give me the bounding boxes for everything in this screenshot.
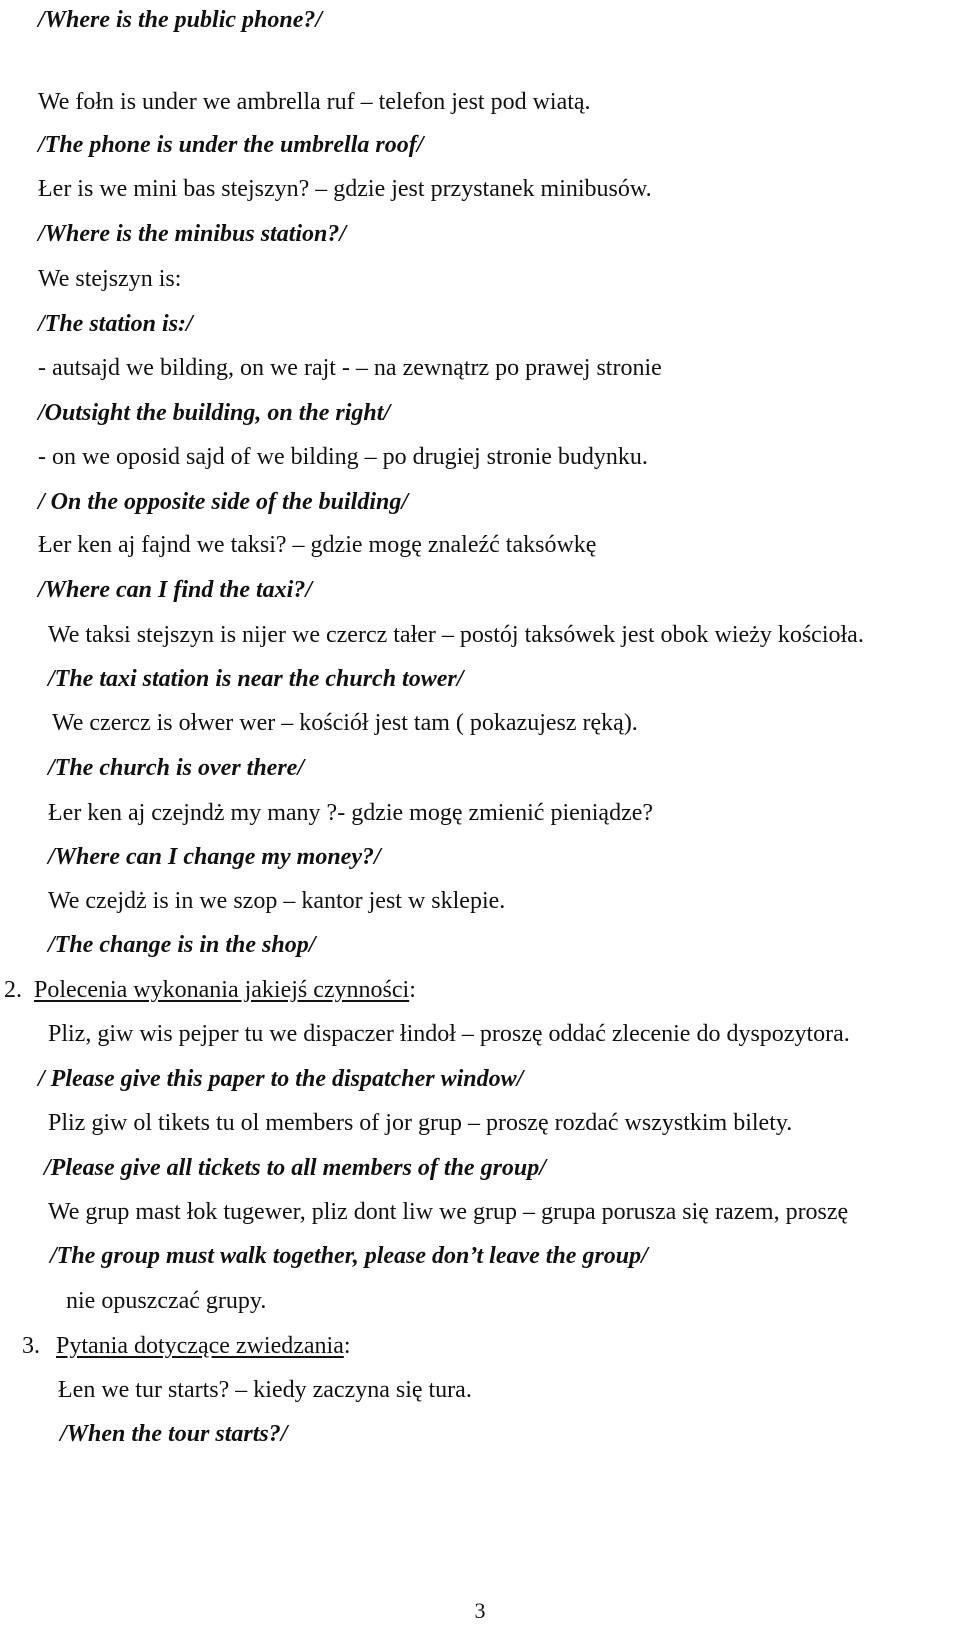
- section-colon: :: [343, 1333, 351, 1359]
- phonetic-line: Łer ken aj czejndż my many ?- gdzie mogę zmienić pieniądze?: [48, 800, 654, 826]
- phonetic-line: Pliz giw ol tikets tu ol members of jor grup – proszę rozdać wszystkim bilety.: [48, 1110, 793, 1136]
- section-number: 2.: [4, 977, 22, 1003]
- english-line: /Please give all tickets to all members of the group/: [44, 1155, 546, 1181]
- english-line: /The phone is under the umbrella roof/: [38, 132, 424, 158]
- phonetic-line: - autsajd we bilding, on we rajt - – na zewnątrz po prawej stronie: [38, 355, 662, 381]
- english-line: /The taxi station is near the church tower/: [48, 666, 464, 692]
- phonetic-line: Łen we tur starts? – kiedy zaczyna się tura.: [58, 1377, 472, 1403]
- english-line: /The church is over there/: [48, 755, 304, 781]
- english-line: /Where is the minibus station?/: [38, 221, 347, 247]
- section-title: Polecenia wykonania jakiejś czynności: [34, 977, 410, 1003]
- section-heading: [4, 975, 416, 1005]
- english-line: /Where is the public phone?/: [38, 7, 323, 33]
- english-line: /The station is:/: [38, 311, 193, 337]
- phonetic-line: Łer ken aj fajnd we taksi? – gdzie mogę znaleźć taksówkę: [38, 532, 597, 558]
- phonetic-line: We czejdż is in we szop – kantor jest w sklepie.: [48, 888, 506, 914]
- phonetic-line: Łer is we mini bas stejszyn? – gdzie jest przystanek minibusów.: [38, 176, 652, 202]
- english-line: / On the opposite side of the building/: [38, 489, 409, 515]
- english-line: /The change is in the shop/: [48, 932, 316, 958]
- section-title: Pytania dotyczące zwiedzania: [56, 1333, 344, 1359]
- english-line: /When the tour starts?/: [60, 1421, 288, 1447]
- phonetic-line: We stejszyn is:: [38, 266, 182, 292]
- phonetic-line: We taksi stejszyn is nijer we czercz tałer – postój taksówek jest obok wieży kościoła.: [48, 622, 864, 648]
- english-line: /Where can I find the taxi?/: [38, 577, 313, 603]
- english-line: /The group must walk together, please don’t leave the group/: [50, 1243, 648, 1269]
- english-line: /Where can I change my money?/: [48, 844, 381, 870]
- phonetic-line: We fołn is under we ambrella ruf – telefon jest pod wiatą.: [38, 89, 591, 115]
- section-colon: :: [409, 977, 416, 1003]
- section-heading: [22, 1331, 351, 1361]
- phonetic-line: We czercz is ołwer wer – kościół jest tam ( pokazujesz ręką).: [52, 710, 638, 736]
- phonetic-line: nie opuszczać grupy.: [66, 1288, 267, 1314]
- english-line: /Outsight the building, on the right/: [38, 400, 391, 426]
- english-line: / Please give this paper to the dispatcher window/: [38, 1066, 524, 1092]
- phonetic-line: - on we oposid sajd of we bilding – po drugiej stronie budynku.: [38, 444, 648, 470]
- phonetic-line: We grup mast łok tugewer, pliz dont liw we grup – grupa porusza się razem, proszę: [48, 1199, 849, 1225]
- section-number: 3.: [22, 1333, 40, 1359]
- page-number: 3: [474, 1598, 486, 1623]
- phonetic-line: Pliz, giw wis pejper tu we dispaczer łindoł – proszę oddać zlecenie do dyspozytora.: [48, 1021, 850, 1047]
